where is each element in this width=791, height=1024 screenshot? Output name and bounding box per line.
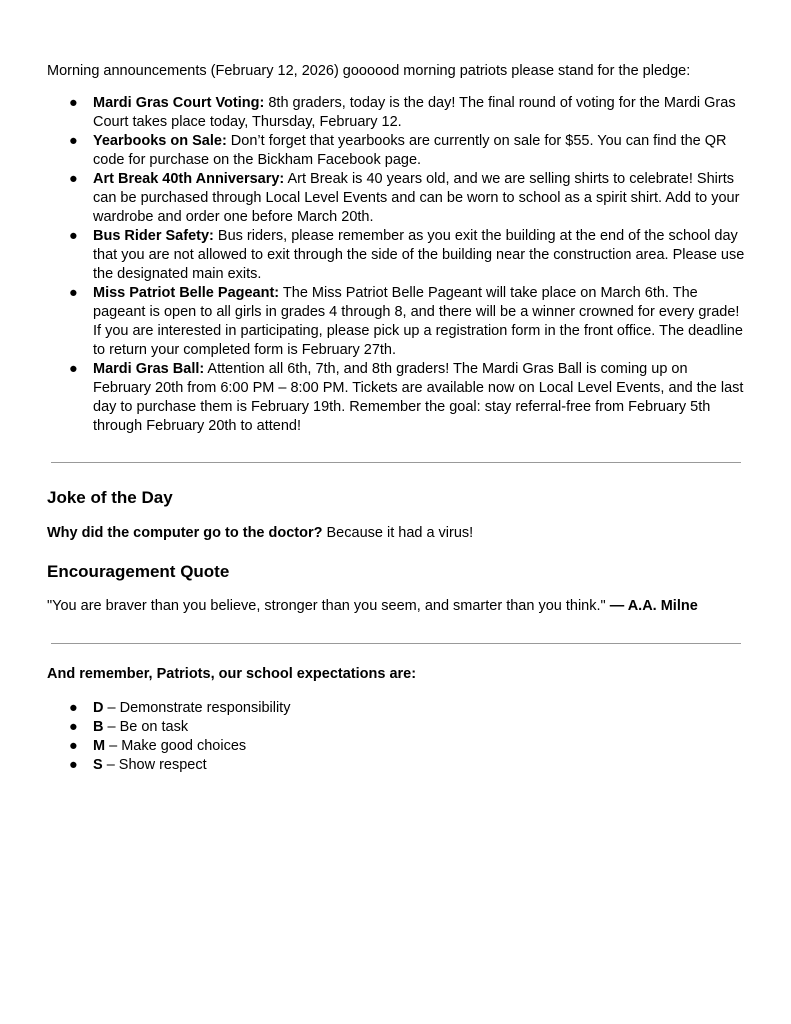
announcement-title: Mardi Gras Court Voting: [93, 95, 265, 111]
expectation-letter: B [93, 719, 104, 735]
expectation-letter: D [93, 700, 104, 716]
bullet-icon: ● [69, 285, 78, 301]
expectation-letter: S [93, 757, 103, 773]
bullet-icon: ● [69, 700, 78, 716]
bullet-icon: ● [69, 95, 78, 111]
announcement-title: Miss Patriot Belle Pageant: [93, 285, 280, 301]
announcement-title: Art Break 40th Anniversary: [93, 171, 285, 187]
quote-heading: Encouragement Quote [47, 562, 230, 581]
list-item [47, 360, 747, 436]
bullet-icon: ● [69, 171, 78, 187]
list-item [47, 170, 747, 227]
joke-question: Why did the computer go to the doctor? [47, 525, 323, 541]
list-item [47, 284, 747, 360]
quote-text: "You are braver than you believe, stronger than you seem, and smarter than you think." [47, 598, 610, 614]
expectation-text: – Demonstrate responsibility [103, 700, 291, 716]
announcement-title: Bus Rider Safety: [93, 228, 214, 244]
expectations-list [47, 699, 747, 775]
announcement-text: Attention all 6th, 7th, and 8th graders! The Mardi Gras Ball is coming up on February 20th from 6:00 PM – 8:00 PM. Tickets are available now on Local Level Events, and the last day to purchase them is February 19th. Remember the goal: stay referral-free from February 5th through February 20th to attend! [93, 361, 744, 434]
document-page [47, 62, 747, 775]
list-item [47, 737, 747, 756]
bullet-icon: ● [69, 133, 78, 149]
list-item [47, 756, 747, 775]
list-item [47, 718, 747, 737]
divider [51, 643, 741, 644]
list-item [47, 699, 747, 718]
expectation-text: – Show respect [102, 757, 207, 773]
bullet-icon: ● [69, 361, 78, 377]
announcement-text: 8th graders, today is the day! The final round of voting for the Mardi Gras Court takes place today, Thursday, February 12. [93, 95, 736, 130]
quote-author: — A.A. Milne [609, 598, 698, 614]
announcement-list [47, 94, 747, 436]
list-item [47, 94, 747, 132]
expectation-text: – Be on task [103, 719, 189, 735]
announcement-title: Mardi Gras Ball: [93, 361, 205, 377]
divider [51, 462, 741, 463]
list-item [47, 132, 747, 170]
joke-heading: Joke of the Day [47, 488, 173, 507]
bullet-icon: ● [69, 738, 78, 754]
quote-line [47, 597, 747, 616]
announcement-text: Bus riders, please remember as you exit the building at the end of the school day that you are not allowed to exit through the side of the building near the construction area. Please use the designated main exits. [93, 228, 745, 282]
list-item [47, 227, 747, 284]
announcement-text: Art Break is 40 years old, and we are selling shirts to celebrate! Shirts can be purchased through Local Level Events and can be worn to school as a spirit shirt. Add to your wardrobe and order one before March 20th. [93, 171, 740, 225]
bullet-icon: ● [69, 757, 78, 773]
bullet-icon: ● [69, 228, 78, 244]
joke-answer: Because it had a virus! [322, 525, 474, 541]
expectations-heading: And remember, Patriots, our school expectations are: [47, 666, 417, 682]
announcement-text: The Miss Patriot Belle Pageant will take place on March 6th. The pageant is open to all girls in grades 4 through 8, and there will be a winner crowned for every grade! If you are interested in participating, please pick up a registration form in the front office. The deadline to return your completed form is February 27th. [93, 285, 743, 358]
intro-line: Morning announcements (February 12, 2026) goooood morning patriots please stand for the pledge: [47, 63, 691, 79]
joke-line [47, 524, 747, 543]
expectation-text: – Make good choices [105, 738, 247, 754]
announcement-title: Yearbooks on Sale: [93, 133, 227, 149]
bullet-icon: ● [69, 719, 78, 735]
expectation-letter: M [93, 738, 106, 754]
announcement-text: Don’t forget that yearbooks are currently on sale for $55. You can find the QR code for purchase on the Bickham Facebook page. [93, 133, 727, 168]
